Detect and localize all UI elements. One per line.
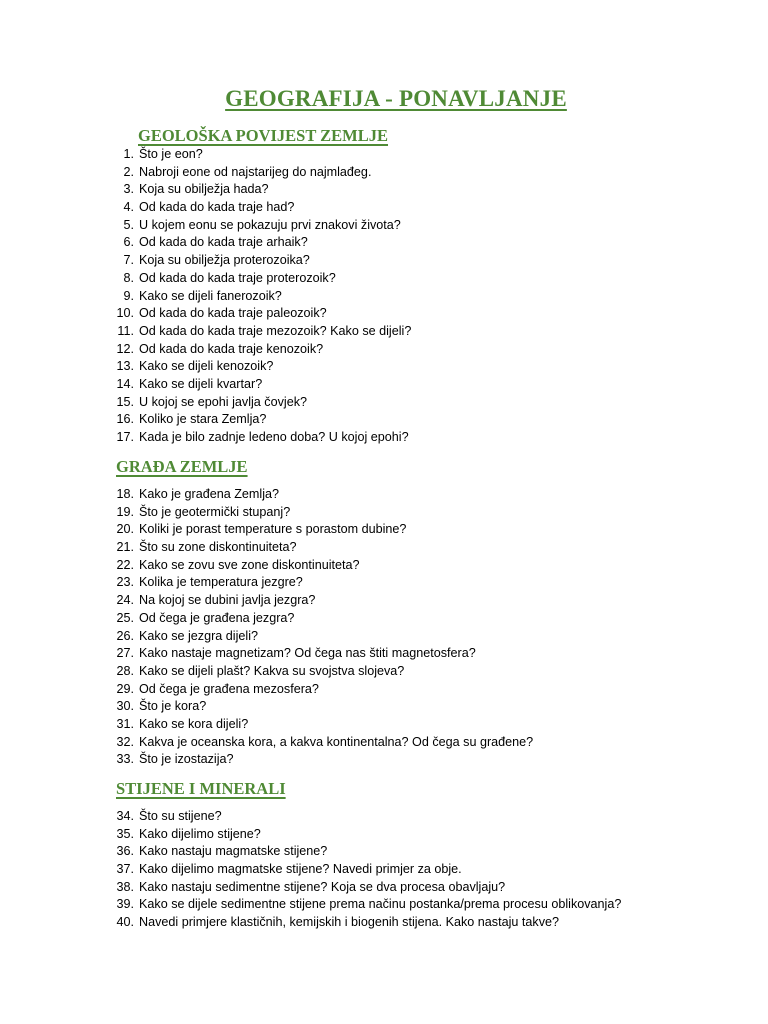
question-text: Kolika je temperatura jezgre? xyxy=(139,575,303,590)
page-title: GEOGRAFIJA - PONAVLJANJE xyxy=(225,86,567,111)
question-text: Kako se jezgra dijeli? xyxy=(139,628,259,643)
question-text: Kakva je oceanska kora, a kakva kontinentalna? Od čega su građene? xyxy=(139,734,534,749)
question-number: 40. xyxy=(116,915,134,930)
question-number: 6. xyxy=(123,235,134,250)
question-number: 23. xyxy=(116,575,134,590)
question-number: 33. xyxy=(116,752,134,767)
question-text: Kako nastaju magmatske stijene? xyxy=(139,844,328,859)
question-text: Što su zone diskontinuiteta? xyxy=(139,540,297,555)
question-number: 11. xyxy=(117,323,134,338)
question-number: 1. xyxy=(123,147,134,161)
question-text: Na kojoj se dubini javlja jezgra? xyxy=(139,593,316,608)
question-text: Navedi primjere klastičnih, kemijskih i biogenih stijena. Kako nastaju takve? xyxy=(139,915,559,930)
question-number: 31. xyxy=(116,716,134,731)
question-text: Kako se dijele sedimentne stijene prema načinu postanka/prema procesu oblikovanja? xyxy=(139,897,622,912)
question-text: Što je eon? xyxy=(139,147,203,161)
question-text: Kako se dijeli kvartar? xyxy=(139,376,263,391)
question-number: 27. xyxy=(116,646,134,661)
question-number: 7. xyxy=(123,253,134,268)
question-text: Što je izostazija? xyxy=(139,752,234,767)
question-number: 16. xyxy=(116,412,134,427)
question-number: 34. xyxy=(116,809,134,823)
question-number: 26. xyxy=(116,628,134,643)
question-text: Kako se zovu sve zone diskontinuiteta? xyxy=(139,557,360,572)
question-text: Od kada do kada traje proterozoik? xyxy=(139,270,336,285)
question-text: Kako se kora dijeli? xyxy=(139,716,249,731)
question-number: 30. xyxy=(116,699,134,714)
question-number: 15. xyxy=(116,394,134,409)
question-number: 39. xyxy=(116,897,134,912)
question-number: 35. xyxy=(116,826,134,841)
question-number: 3. xyxy=(123,182,134,197)
question-number: 8. xyxy=(123,270,134,285)
section-heading-stijene-i-minerali: STIJENE I MINERALI xyxy=(116,779,286,798)
question-text: Kako nastaju sedimentne stijene? Koja se dva procesa obavljaju? xyxy=(139,879,506,894)
question-number: 22. xyxy=(116,557,134,572)
question-text: Kako dijelimo magmatske stijene? Navedi primjer za obje. xyxy=(139,862,462,877)
question-text: Od kada do kada traje mezozoik? Kako se dijeli? xyxy=(139,323,412,338)
question-text: Koja su obilježja proterozoika? xyxy=(139,253,310,268)
question-text: U kojem eonu se pokazuju prvi znakovi života? xyxy=(139,217,401,232)
question-text: Od čega je građena mezosfera? xyxy=(139,681,319,696)
question-text: Kako se dijeli kenozoik? xyxy=(139,359,274,374)
question-text: Od kada do kada traje had? xyxy=(139,200,295,215)
question-number: 28. xyxy=(116,663,134,678)
question-number: 2. xyxy=(123,164,134,179)
question-text: Kako nastaje magnetizam? Od čega nas štiti magnetosfera? xyxy=(139,646,476,661)
question-text: Kako se dijeli fanerozoik? xyxy=(139,288,282,303)
question-text: Što su stijene? xyxy=(139,809,222,823)
question-number: 14. xyxy=(116,376,134,391)
question-text: Od kada do kada traje paleozoik? xyxy=(139,306,327,321)
question-text: U kojoj se epohi javlja čovjek? xyxy=(139,394,308,409)
question-text: Kako se dijeli plašt? Kakva su svojstva slojeva? xyxy=(139,663,405,678)
question-number: 25. xyxy=(116,610,134,625)
question-number: 37. xyxy=(116,862,134,877)
question-number: 5. xyxy=(123,217,134,232)
question-number: 10. xyxy=(116,306,134,321)
question-text: Kako je građena Zemlja? xyxy=(139,487,280,501)
question-text: Od čega je građena jezgra? xyxy=(139,610,295,625)
question-number: 9. xyxy=(123,288,134,303)
question-text: Kada je bilo zadnje ledeno doba? U kojoj epohi? xyxy=(139,430,409,444)
question-text: Koliko je stara Zemlja? xyxy=(139,412,267,427)
question-text: Nabroji eone od najstarijeg do najmlađeg. xyxy=(139,164,372,179)
question-number: 24. xyxy=(116,593,134,608)
section-heading-geoloska-povijest: GEOLOŠKA POVIJEST ZEMLJE xyxy=(138,126,389,145)
question-text: Što je kora? xyxy=(139,699,207,714)
question-number: 4. xyxy=(123,200,134,215)
question-text: Kako dijelimo stijene? xyxy=(139,826,261,841)
question-number: 21. xyxy=(116,540,134,555)
question-number: 19. xyxy=(116,504,134,519)
question-number: 29. xyxy=(116,681,134,696)
question-number: 18. xyxy=(116,487,134,501)
question-number: 12. xyxy=(116,341,134,356)
question-text: Od kada do kada traje arhaik? xyxy=(139,235,308,250)
question-number: 38. xyxy=(116,879,134,894)
question-text: Što je geotermički stupanj? xyxy=(139,504,291,519)
question-text: Koja su obilježja hada? xyxy=(139,182,269,197)
question-number: 13. xyxy=(116,359,134,374)
question-text: Od kada do kada traje kenozoik? xyxy=(139,341,324,356)
question-number: 17. xyxy=(116,430,134,444)
question-number: 36. xyxy=(116,844,134,859)
section-heading-gradja-zemlje: GRAĐA ZEMLJE xyxy=(116,457,248,476)
question-number: 32. xyxy=(116,734,134,749)
question-text: Koliki je porast temperature s porastom dubine? xyxy=(139,522,407,537)
question-number: 20. xyxy=(116,522,134,537)
